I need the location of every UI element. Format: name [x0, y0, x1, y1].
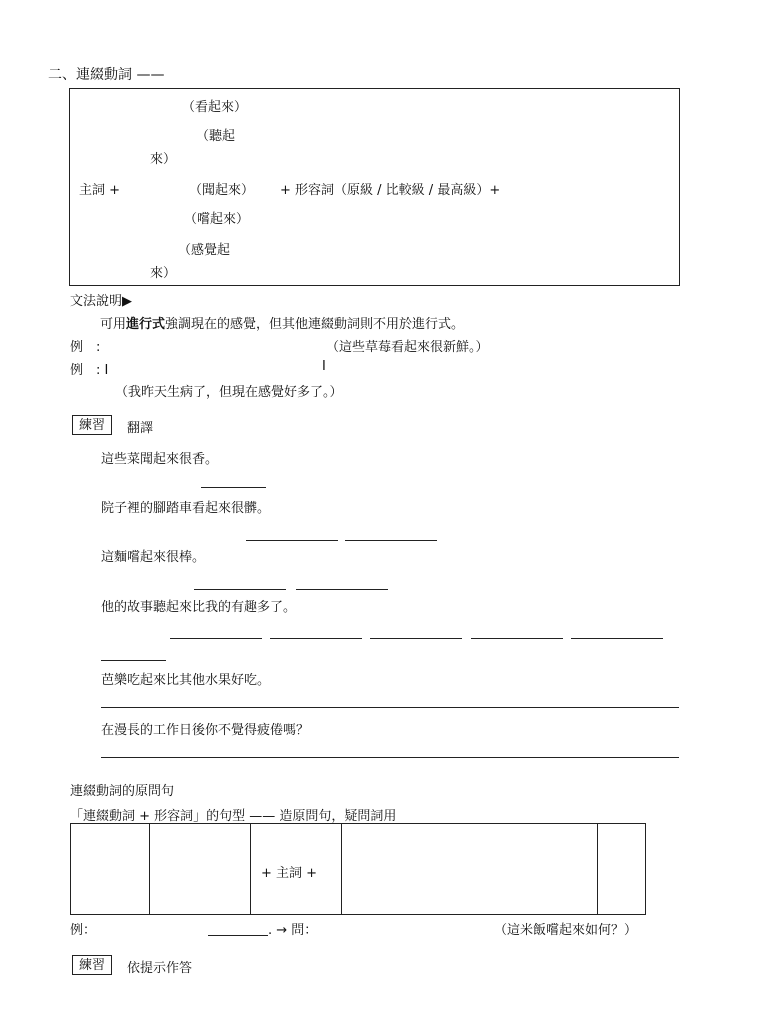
practice2-tag: 練習 [72, 955, 112, 975]
answer-blank[interactable] [270, 638, 362, 639]
answer-blank[interactable] [471, 638, 563, 639]
section-title: 二、連綴動詞 —— [48, 67, 165, 83]
table-cell-subject: + 主詞 + [261, 866, 318, 881]
example2-label: 例 : I [70, 363, 109, 378]
verb-look: （看起來） [182, 100, 248, 115]
answer-blank[interactable] [370, 638, 462, 639]
table-divider [149, 824, 150, 914]
practice1-item-3: 這麵嚐起來很棒。 [101, 550, 206, 565]
answer-blank[interactable] [345, 540, 437, 541]
answer-blank[interactable] [101, 660, 166, 661]
table-divider [250, 824, 251, 914]
table-divider [597, 824, 598, 914]
grammar-note-suffix: 強調現在的感覺，但其他連綴動詞則不用於進行式。 [165, 317, 465, 332]
answer-line[interactable] [101, 707, 679, 708]
grammar-note-prefix: 可用 [100, 317, 127, 332]
answer-blank[interactable] [194, 589, 286, 590]
answer-blank[interactable] [246, 540, 338, 541]
practice1-item-4: 他的故事聽起來比我的有趣多了。 [101, 600, 297, 615]
example2-marker: I [322, 359, 326, 374]
example1-translation: （這些草莓看起來很新鮮。） [326, 340, 489, 355]
practice2-instruction: 依提示作答 [127, 961, 193, 976]
verb-feel-part1: （感覺起 [178, 243, 231, 258]
practice1-item-2: 院子裡的腳踏車看起來很髒。 [101, 501, 271, 516]
question-heading: 連綴動詞的原問句 [70, 784, 175, 799]
practice1-tag: 練習 [72, 415, 112, 435]
verb-smell: （聞起來） [189, 183, 255, 198]
grammar-heading: 文法說明▶ [70, 294, 132, 309]
practice1-item-1: 這些菜聞起來很香。 [101, 452, 219, 467]
grammar-note [100, 313, 464, 332]
adjective-phrase: + 形容詞（原級 / 比較級 / 最高級）+ [280, 183, 501, 198]
answer-blank[interactable] [208, 935, 268, 936]
subject-plus: 主詞 + [79, 183, 121, 198]
answer-line[interactable] [101, 757, 679, 758]
answer-blank[interactable] [571, 638, 663, 639]
practice1-item-6: 在漫長的工作日後你不覺得疲倦嗎？ [101, 723, 310, 738]
example1-label: 例 : [70, 340, 101, 355]
question-example-label: 例： [70, 923, 97, 938]
verb-feel-part2: 來） [150, 266, 177, 281]
grammar-note-bold: 進行式 [126, 317, 166, 332]
answer-blank[interactable] [201, 487, 266, 488]
table-divider [341, 824, 342, 914]
answer-blank[interactable] [296, 589, 388, 590]
question-example-arrow: . → 問： [268, 923, 318, 938]
verb-sound-part1: （聽起 [196, 129, 236, 144]
question-table [70, 823, 646, 915]
answer-blank[interactable] [170, 638, 262, 639]
verb-sound-part2: 來） [150, 152, 177, 167]
practice1-item-5: 芭樂吃起來比其他水果好吃。 [101, 673, 271, 688]
example2-translation: （我昨天生病了，但現在感覺好多了。） [115, 385, 343, 400]
practice1-instruction: 翻譯 [127, 421, 154, 436]
question-example-translation: （這米飯嚐起來如何？） [494, 923, 638, 938]
verb-taste: （嚐起來） [184, 212, 250, 227]
question-subheading: 「連綴動詞 + 形容詞」的句型 —— 造原問句，疑問詞用 [70, 809, 397, 824]
formula-box [69, 88, 680, 286]
